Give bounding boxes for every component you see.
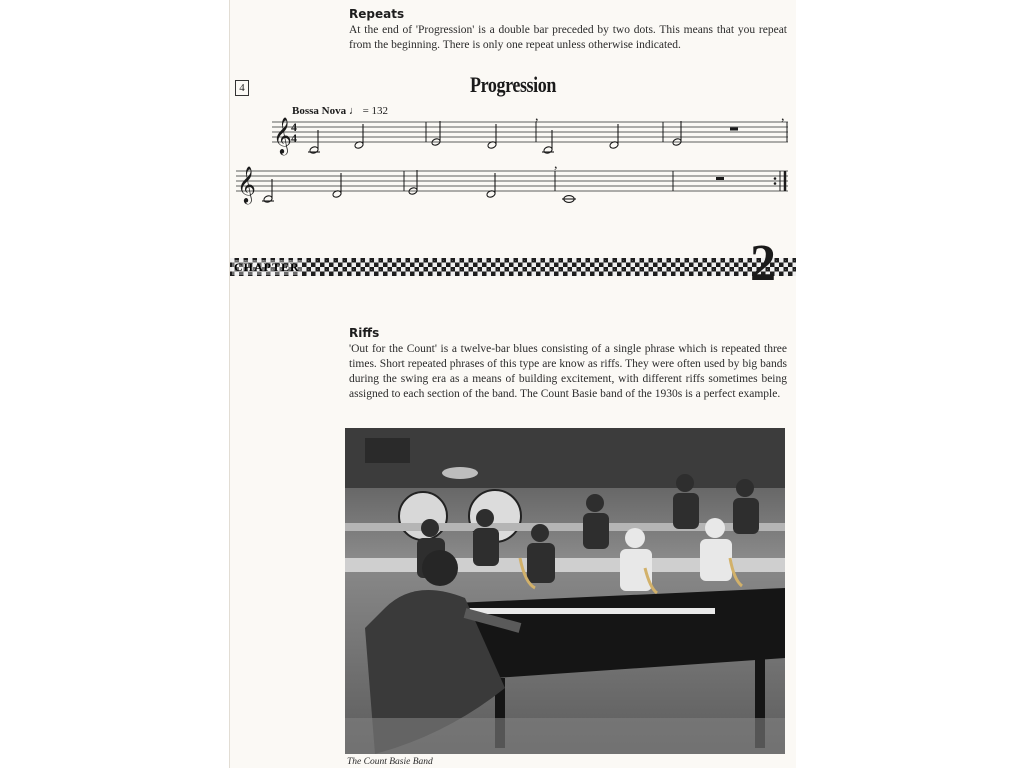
half-rest <box>716 177 724 180</box>
sheet-music <box>230 110 796 210</box>
breath-mark: , <box>535 110 539 124</box>
chapter-number: 2 <box>750 235 776 292</box>
riffs-heading: Riffs <box>349 326 380 340</box>
book-page <box>229 0 796 768</box>
staff-1 <box>272 122 788 142</box>
treble-clef-icon: 𝄞 <box>273 116 292 154</box>
breath-mark: , <box>554 157 558 172</box>
page-number: 4 <box>235 80 249 96</box>
repeats-heading: Repeats <box>349 7 405 21</box>
repeat-dot <box>774 177 777 180</box>
chapter-divider-band <box>230 258 796 276</box>
photo-caption: The Count Basie Band <box>347 757 433 767</box>
staff-2-notes <box>262 170 576 203</box>
repeats-paragraph: At the end of 'Progression' is a double bar preceded by two dots. This means that you repeat from the beginning. There is only one repeat unless otherwise indicated. <box>349 24 787 51</box>
half-rest <box>730 128 738 131</box>
riffs-paragraph: 'Out for the Count' is a twelve-bar blues consisting of a single phrase which is repeated three times. Short repeated phrases of this type are know as riffs. They were often used by big bands during the swing era as a means of building excitement, with different riffs sometimes being assigned to each section of the band. The Count Basie band of the 1930s is a perfect example. <box>349 343 787 400</box>
tempo-style: Bossa Nova <box>292 105 347 117</box>
piece-title: Progression <box>469 72 557 97</box>
repeat-dot <box>774 182 777 185</box>
staff-1-notes <box>308 121 682 154</box>
band-photo-image <box>345 428 785 754</box>
treble-clef-icon: 𝄞 <box>237 165 256 203</box>
tempo-value: = 132 <box>362 105 389 117</box>
band-photo <box>345 428 785 754</box>
staff-2 <box>236 171 788 191</box>
quarter-note-icon: ♩ <box>348 105 360 117</box>
breath-mark: , <box>781 110 785 124</box>
time-signature-bottom: 4 <box>291 131 297 145</box>
time-signature-top: 4 <box>291 120 297 134</box>
chapter-label: CHAPTER <box>234 260 300 274</box>
